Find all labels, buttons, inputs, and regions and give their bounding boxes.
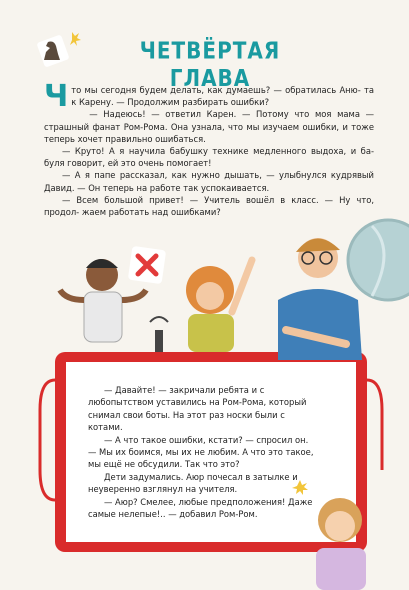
tv-paragraph: — Аюр? Смелее, любые предположения! Даже самые нелепые!.. — добавил Ром-Ром.	[88, 496, 313, 520]
story-paragraph: — Надеюсь! — ответил Карен. — Потому что моя мама — страшный фанат Ром-Рома. Она узнала, что мы изучаем ошибки, и тоже теперь хочет правильно ошибаться.	[44, 109, 374, 144]
story-paragraph: Что мы сегодня будем делать, как думаешь? — обратилась Аню- та к Карену. — Продолжим разбирать ошибки?	[44, 79, 374, 114]
dropcap: Ч	[44, 79, 69, 114]
story-paragraph: — А я папе рассказал, как нужно дышать, — улыбнулся кудрявый Давид. — Он теперь на работе так успокаивается.	[44, 170, 374, 193]
chapter-title: ЧЕТВЁРТАЯ ГЛАВА	[139, 36, 281, 92]
tv-screen-text	[88, 384, 318, 520]
cross-icon	[128, 246, 166, 284]
story-paragraph: — Всем большой привет! — Учитель вошёл в класс. — Ну что, продол- жаем работать над ошибками?	[44, 194, 374, 218]
tv-paragraph: — А что такое ошибки, кстати? — спросил он. — Мы их боимся, мы их не любим. А что это такое, мы ещё не обсудили. Так что это?	[88, 434, 314, 470]
tv-paragraph: Дети задумались. Аюр почесал в затылке и неуверенно взглянул на учителя.	[88, 471, 298, 495]
tv-paragraph: — Давайте! — закричали ребята и с любопытством уставились на Ром-Рома, который снимал свои боты. На этот раз носки были с котами.	[88, 385, 307, 433]
story-paragraph: — Круто! А я научила бабушку технике медленного выдоха, и ба- буля говорит, ей это очень помогает!	[44, 146, 374, 169]
girl-curly-figure	[186, 260, 252, 352]
chess-piece-icon	[36, 32, 81, 68]
story-text	[44, 79, 374, 218]
